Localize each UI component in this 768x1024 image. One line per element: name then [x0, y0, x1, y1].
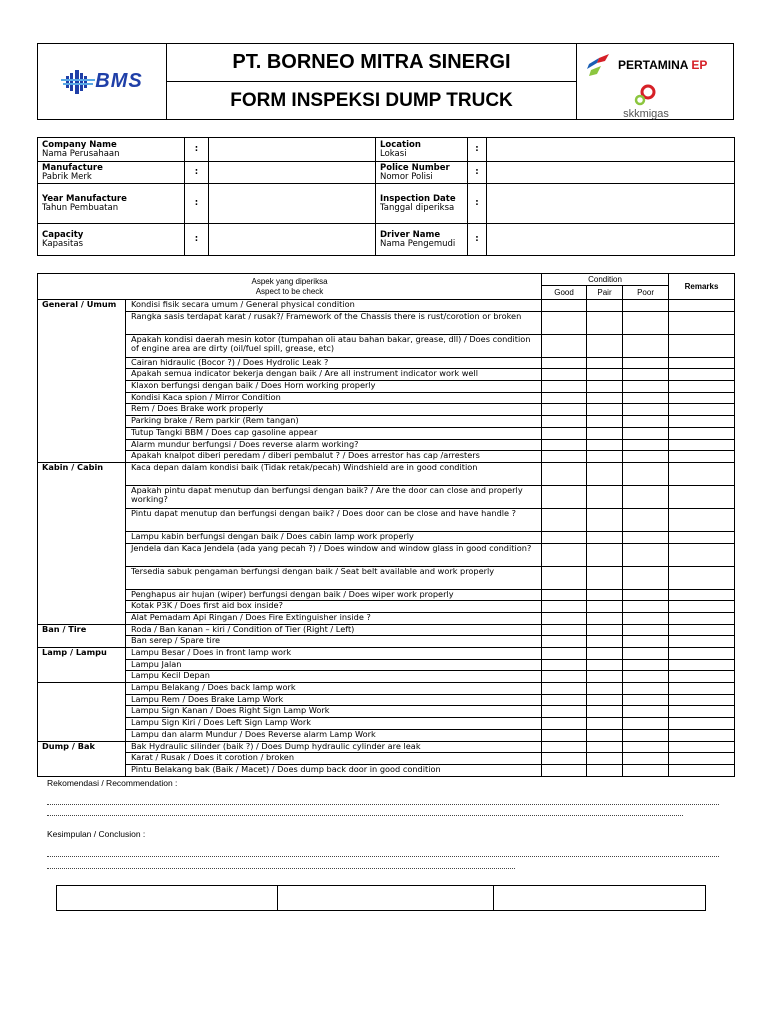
pair-checkbox[interactable]	[587, 462, 623, 485]
remarks-cell[interactable]	[669, 462, 735, 485]
poor-checkbox[interactable]	[623, 508, 669, 531]
info-colon: :	[185, 224, 209, 256]
info-right-label	[376, 184, 468, 224]
remarks-cell[interactable]	[669, 357, 735, 369]
poor-checkbox[interactable]	[623, 636, 669, 648]
checklist-item: Klaxon berfungsi dengan baik / Does Horn working properly	[126, 381, 542, 393]
pair-checkbox[interactable]	[587, 404, 623, 416]
pair-checkbox[interactable]	[587, 601, 623, 613]
info-left-label-id: Pabrik Merk	[42, 171, 92, 182]
company-title: PT. BORNEO MITRA SINERGI	[167, 44, 576, 82]
info-colon: :	[185, 138, 209, 162]
pair-checkbox[interactable]	[587, 381, 623, 393]
form-header	[37, 43, 734, 120]
checklist-item: Bak Hydraulic silinder (baik ?) / Does Dump hydraulic cylinder are leak	[126, 741, 542, 753]
remarks-header: Remarks	[669, 274, 735, 300]
pair-checkbox[interactable]	[587, 311, 623, 334]
pair-checkbox[interactable]	[587, 589, 623, 601]
poor-checkbox[interactable]	[623, 764, 669, 776]
checklist-row	[38, 392, 735, 404]
good-checkbox[interactable]	[542, 566, 587, 589]
checklist-row	[38, 334, 735, 357]
poor-checkbox[interactable]	[623, 624, 669, 636]
checklist-item: Lampu kabin berfungsi dengan baik / Does cabin lamp work properly	[126, 531, 542, 543]
info-right-label-id: Nama Pengemudi	[380, 238, 456, 249]
good-checkbox[interactable]	[542, 485, 587, 508]
pair-checkbox[interactable]	[587, 648, 623, 660]
good-checkbox[interactable]	[542, 729, 587, 741]
remarks-cell[interactable]	[669, 427, 735, 439]
pair-checkbox[interactable]	[587, 566, 623, 589]
checklist-category: Kabin / Cabin	[38, 462, 126, 624]
good-checkbox[interactable]	[542, 741, 587, 753]
aspect-header-id: Aspek yang diperiksa	[251, 277, 328, 287]
good-checkbox[interactable]	[542, 659, 587, 671]
checklist-item: Lampu Rem / Does Brake Lamp Work	[126, 694, 542, 706]
checklist-item: Kotak P3K / Does first aid box inside?	[126, 601, 542, 613]
skkmigas-text: skkmigas	[623, 108, 669, 120]
checklist-row	[38, 439, 735, 451]
poor-checkbox[interactable]	[623, 589, 669, 601]
remarks-cell[interactable]	[669, 764, 735, 776]
info-colon: :	[468, 138, 487, 162]
checklist-item: Alarm mundur berfungsi / Does reverse alarm working?	[126, 439, 542, 451]
checklist-row	[38, 404, 735, 416]
info-right-label-en: Inspection Date	[380, 193, 456, 204]
remarks-cell[interactable]	[669, 531, 735, 543]
pair-checkbox[interactable]	[587, 659, 623, 671]
info-right-value[interactable]	[487, 162, 735, 184]
pair-checkbox[interactable]	[587, 729, 623, 741]
pair-checkbox[interactable]	[587, 357, 623, 369]
pertamina-logo	[576, 44, 733, 119]
pair-checkbox[interactable]	[587, 531, 623, 543]
checklist-row	[38, 729, 735, 741]
good-checkbox[interactable]	[542, 636, 587, 648]
remarks-cell[interactable]	[669, 543, 735, 566]
info-right-label-en: Driver Name	[380, 229, 441, 240]
checklist-row	[38, 381, 735, 393]
info-left-value[interactable]	[209, 224, 376, 256]
info-left-label	[38, 224, 185, 256]
poor-checkbox[interactable]	[623, 451, 669, 463]
poor-header: Poor	[623, 286, 669, 300]
poor-checkbox[interactable]	[623, 531, 669, 543]
checklist-item: Lampu Jalan	[126, 659, 542, 671]
info-right-label-id: Tanggal diperiksa	[380, 202, 455, 213]
pair-checkbox[interactable]	[587, 369, 623, 381]
info-row	[38, 184, 735, 224]
pair-checkbox[interactable]	[587, 718, 623, 730]
info-left-label	[38, 162, 185, 184]
pair-checkbox[interactable]	[587, 439, 623, 451]
checklist-item: Apakah kondisi daerah mesin kotor (tumpahan oli atau bahan bakar, grease, dll) / Does condition of engine area are dirty (oil/fuel spill, grease, etc)	[126, 334, 542, 357]
info-row	[38, 224, 735, 256]
good-checkbox[interactable]	[542, 624, 587, 636]
pair-checkbox[interactable]	[587, 694, 623, 706]
pair-checkbox[interactable]	[587, 683, 623, 695]
good-checkbox[interactable]	[542, 311, 587, 334]
poor-checkbox[interactable]	[623, 718, 669, 730]
signature-boxes	[56, 885, 706, 911]
pair-checkbox[interactable]	[587, 741, 623, 753]
pair-checkbox[interactable]	[587, 485, 623, 508]
checklist-row	[38, 485, 735, 508]
info-left-label-en: Capacity	[42, 229, 84, 240]
good-checkbox[interactable]	[542, 683, 587, 695]
skkmigas-logo	[611, 84, 681, 120]
remarks-cell[interactable]	[669, 694, 735, 706]
info-left-label-en: Company Name	[42, 139, 117, 150]
good-checkbox[interactable]	[542, 381, 587, 393]
checklist-item: Apakah knalpot diberi peredam / diberi pembalut ? / Does arrestor has cap /arresters	[126, 451, 542, 463]
checklist-category: Ban / Tire	[38, 624, 126, 647]
aspect-header-en: Aspect to be check	[255, 286, 324, 296]
remarks-cell[interactable]	[669, 369, 735, 381]
signature-box-3[interactable]	[494, 886, 705, 910]
info-left-value[interactable]	[209, 162, 376, 184]
checklist-item: Karat / Rusak / Does it corotion / broken	[126, 753, 542, 765]
remarks-cell[interactable]	[669, 729, 735, 741]
checklist-item: Kondisi Kaca spion / Mirror Condition	[126, 392, 542, 404]
checklist-item: Apakah pintu dapat menutup dan berfungsi dengan baik? / Are the door can close and properly working?	[126, 485, 542, 508]
checklist-item: Kaca depan dalam kondisi baik (Tidak retak/pecah) Windshield are in good condition	[126, 462, 542, 485]
remarks-cell[interactable]	[669, 741, 735, 753]
poor-checkbox[interactable]	[623, 601, 669, 613]
checklist-row	[38, 566, 735, 589]
checklist-row	[38, 694, 735, 706]
checklist-item: Lampu Kecil Depan	[126, 671, 542, 683]
checklist-item: Tutup Tangki BBM / Does cap gasoline appear	[126, 427, 542, 439]
checklist-row	[38, 451, 735, 463]
remarks-cell[interactable]	[669, 392, 735, 404]
checklist-item: Lampu dan alarm Mundur / Does Reverse alarm Lamp Work	[126, 729, 542, 741]
recommendation-line-1[interactable]	[47, 804, 719, 805]
good-checkbox[interactable]	[542, 671, 587, 683]
checklist-row	[38, 369, 735, 381]
pair-checkbox[interactable]	[587, 334, 623, 357]
info-left-value[interactable]	[209, 138, 376, 162]
conclusion-label: Kesimpulan / Conclusion :	[47, 829, 146, 839]
checklist-row	[38, 357, 735, 369]
poor-checkbox[interactable]	[623, 706, 669, 718]
good-checkbox[interactable]	[542, 300, 587, 312]
checklist-row	[38, 543, 735, 566]
pair-header: Pair	[587, 286, 623, 300]
remarks-cell[interactable]	[669, 659, 735, 671]
remarks-cell[interactable]	[669, 300, 735, 312]
checklist-row	[38, 612, 735, 624]
pair-checkbox[interactable]	[587, 706, 623, 718]
checklist-row	[38, 718, 735, 730]
pair-checkbox[interactable]	[587, 612, 623, 624]
info-left-label	[38, 138, 185, 162]
info-right-label	[376, 224, 468, 256]
checklist-item: Pintu Belakang bak (Baik / Macet) / Does dump back door in good condition	[126, 764, 542, 776]
poor-checkbox[interactable]	[623, 612, 669, 624]
remarks-cell[interactable]	[669, 404, 735, 416]
good-checkbox[interactable]	[542, 753, 587, 765]
bms-logo-text: BMS	[95, 70, 143, 92]
poor-checkbox[interactable]	[623, 369, 669, 381]
remarks-cell[interactable]	[669, 311, 735, 334]
poor-checkbox[interactable]	[623, 381, 669, 393]
recommendation-line-2[interactable]	[47, 815, 683, 816]
good-checkbox[interactable]	[542, 334, 587, 357]
checklist-row	[38, 624, 735, 636]
recommendation-label: Rekomendasi / Recommendation :	[47, 778, 178, 788]
poor-checkbox[interactable]	[623, 694, 669, 706]
good-checkbox[interactable]	[542, 718, 587, 730]
form-title: FORM INSPEKSI DUMP TRUCK	[230, 89, 513, 111]
checklist-row	[38, 462, 735, 485]
info-row	[38, 138, 735, 162]
info-right-label	[376, 162, 468, 184]
checklist-category	[38, 683, 126, 741]
good-checkbox[interactable]	[542, 589, 587, 601]
checklist-item: Parking brake / Rem parkir (Rem tangan)	[126, 416, 542, 428]
pair-checkbox[interactable]	[587, 392, 623, 404]
remarks-cell[interactable]	[669, 706, 735, 718]
poor-checkbox[interactable]	[623, 300, 669, 312]
good-checkbox[interactable]	[542, 369, 587, 381]
poor-checkbox[interactable]	[623, 741, 669, 753]
checklist-row	[38, 741, 735, 753]
pair-checkbox[interactable]	[587, 636, 623, 648]
info-left-label-en: Year Manufacture	[42, 193, 127, 204]
pertamina-emblem-icon	[587, 54, 613, 76]
good-checkbox[interactable]	[542, 392, 587, 404]
poor-checkbox[interactable]	[623, 671, 669, 683]
good-checkbox[interactable]	[542, 404, 587, 416]
info-right-label-id: Nomor Polisi	[380, 171, 433, 182]
checklist-row	[38, 508, 735, 531]
poor-checkbox[interactable]	[623, 462, 669, 485]
good-checkbox[interactable]	[542, 439, 587, 451]
info-table	[37, 137, 735, 256]
good-checkbox[interactable]	[542, 706, 587, 718]
pertamina-ep-text: EP	[691, 58, 708, 72]
checklist-row	[38, 764, 735, 776]
remarks-cell[interactable]	[669, 718, 735, 730]
checklist-item: Rem / Does Brake work properly	[126, 404, 542, 416]
good-checkbox[interactable]	[542, 416, 587, 428]
remarks-cell[interactable]	[669, 416, 735, 428]
poor-checkbox[interactable]	[623, 729, 669, 741]
checklist-item: Lampu Belakang / Does back lamp work	[126, 683, 542, 695]
poor-checkbox[interactable]	[623, 543, 669, 566]
good-checkbox[interactable]	[542, 508, 587, 531]
info-left-label-id: Nama Perusahaan	[42, 148, 120, 159]
checklist-category: Lamp / Lampu	[38, 648, 126, 683]
pair-checkbox[interactable]	[587, 416, 623, 428]
poor-checkbox[interactable]	[623, 683, 669, 695]
checklist-row	[38, 636, 735, 648]
good-checkbox[interactable]	[542, 612, 587, 624]
good-checkbox[interactable]	[542, 531, 587, 543]
checklist-item: Lampu Besar / Does in front lamp work	[126, 648, 542, 660]
pertamina-text: PERTAMINA	[618, 58, 688, 72]
info-colon: :	[468, 162, 487, 184]
info-right-value[interactable]	[487, 224, 735, 256]
bms-logo	[38, 44, 167, 119]
checklist-item: Jendela dan Kaca Jendela (ada yang pecah ?) / Does window and window glass in good condition?	[126, 543, 542, 566]
conclusion-line-2[interactable]	[47, 868, 515, 869]
info-left-label-id: Tahun Pembuatan	[42, 202, 119, 213]
remarks-cell[interactable]	[669, 601, 735, 613]
checklist-row	[38, 416, 735, 428]
checklist-item: Alat Pemadam Api Ringan / Does Fire Extinguisher inside ?	[126, 612, 542, 624]
good-checkbox[interactable]	[542, 462, 587, 485]
remarks-cell[interactable]	[669, 381, 735, 393]
remarks-cell[interactable]	[669, 485, 735, 508]
info-left-label-id: Kapasitas	[42, 238, 83, 249]
remarks-cell[interactable]	[669, 589, 735, 601]
remarks-cell[interactable]	[669, 624, 735, 636]
checklist-row	[38, 589, 735, 601]
info-right-value[interactable]	[487, 184, 735, 224]
checklist-row	[38, 531, 735, 543]
poor-checkbox[interactable]	[623, 648, 669, 660]
checklist-category: General / Umum	[38, 300, 126, 463]
checklist-item: Ban serep / Spare tire	[126, 636, 542, 648]
good-checkbox[interactable]	[542, 764, 587, 776]
pair-checkbox[interactable]	[587, 624, 623, 636]
remarks-cell[interactable]	[669, 612, 735, 624]
checklist-item: Cairan hidraulic (Bocor ?) / Does Hydrolic Leak ?	[126, 357, 542, 369]
remarks-cell[interactable]	[669, 636, 735, 648]
condition-header: Condition	[542, 274, 669, 286]
info-colon: :	[185, 162, 209, 184]
checklist-row	[38, 601, 735, 613]
info-right-label	[376, 138, 468, 162]
checklist-row	[38, 311, 735, 334]
checklist-row	[38, 648, 735, 660]
good-checkbox[interactable]	[542, 601, 587, 613]
checklist-item: Lampu Sign Kiri / Does Left Sign Lamp Work	[126, 718, 542, 730]
checklist-row	[38, 659, 735, 671]
checklist-item: Lampu Sign Kanan / Does Right Sign Lamp Work	[126, 706, 542, 718]
remarks-cell[interactable]	[669, 334, 735, 357]
checklist-item: Roda / Ban kanan – kiri / Condition of Tier (Right / Left)	[126, 624, 542, 636]
checklist-row	[38, 300, 735, 312]
skkmigas-emblem-icon	[634, 84, 658, 106]
inspection-checklist	[37, 273, 735, 777]
poor-checkbox[interactable]	[623, 427, 669, 439]
poor-checkbox[interactable]	[623, 439, 669, 451]
remarks-cell[interactable]	[669, 451, 735, 463]
signature-box-1[interactable]	[57, 886, 278, 910]
poor-checkbox[interactable]	[623, 311, 669, 334]
checklist-item: Rangka sasis terdapat karat / rusak?/ Framework of the Chassis there is rust/corotion or broken	[126, 311, 542, 334]
poor-checkbox[interactable]	[623, 416, 669, 428]
poor-checkbox[interactable]	[623, 334, 669, 357]
info-colon: :	[468, 224, 487, 256]
remarks-cell[interactable]	[669, 753, 735, 765]
poor-checkbox[interactable]	[623, 392, 669, 404]
pair-checkbox[interactable]	[587, 300, 623, 312]
checklist-row	[38, 671, 735, 683]
remarks-cell[interactable]	[669, 566, 735, 589]
info-right-label-id: Lokasi	[380, 148, 407, 159]
bms-emblem-icon	[61, 68, 95, 96]
pair-checkbox[interactable]	[587, 451, 623, 463]
info-left-label-en: Manufacture	[42, 162, 103, 173]
info-left-label	[38, 184, 185, 224]
pair-checkbox[interactable]	[587, 764, 623, 776]
checklist-row	[38, 683, 735, 695]
remarks-cell[interactable]	[669, 683, 735, 695]
checklist-item: Apakah semua indicator bekerja dengan baik / Are all instrument indicator work well	[126, 369, 542, 381]
signature-box-2[interactable]	[278, 886, 494, 910]
remarks-cell[interactable]	[669, 671, 735, 683]
checklist-category: Dump / Bak	[38, 741, 126, 776]
info-colon: :	[468, 184, 487, 224]
poor-checkbox[interactable]	[623, 404, 669, 416]
checklist-row	[38, 753, 735, 765]
checklist-row	[38, 706, 735, 718]
good-checkbox[interactable]	[542, 451, 587, 463]
pair-checkbox[interactable]	[587, 543, 623, 566]
pair-checkbox[interactable]	[587, 508, 623, 531]
good-checkbox[interactable]	[542, 357, 587, 369]
poor-checkbox[interactable]	[623, 357, 669, 369]
conclusion-line-1[interactable]	[47, 856, 719, 857]
remarks-cell[interactable]	[669, 439, 735, 451]
poor-checkbox[interactable]	[623, 566, 669, 589]
info-right-label-en: Location	[380, 139, 421, 150]
info-right-label-en: Police Number	[380, 162, 450, 173]
checklist-item: Pintu dapat menutup dan berfungsi dengan baik? / Does door can be close and have handle ?	[126, 508, 542, 531]
good-checkbox[interactable]	[542, 694, 587, 706]
remarks-cell[interactable]	[669, 648, 735, 660]
checklist-item: Tersedia sabuk pengaman berfungsi dengan baik / Seat belt available and work properly	[126, 566, 542, 589]
info-left-value[interactable]	[209, 184, 376, 224]
checklist-item: Penghapus air hujan (wiper) berfungsi dengan baik / Does wiper work properly	[126, 589, 542, 601]
poor-checkbox[interactable]	[623, 659, 669, 671]
pair-checkbox[interactable]	[587, 753, 623, 765]
info-right-value[interactable]	[487, 138, 735, 162]
remarks-cell[interactable]	[669, 508, 735, 531]
pair-checkbox[interactable]	[587, 427, 623, 439]
checklist-item: Kondisi fisik secara umum / General physical condition	[126, 300, 542, 312]
info-row	[38, 162, 735, 184]
poor-checkbox[interactable]	[623, 753, 669, 765]
good-header: Good	[542, 286, 587, 300]
info-colon: :	[185, 184, 209, 224]
checklist-row	[38, 427, 735, 439]
pair-checkbox[interactable]	[587, 671, 623, 683]
poor-checkbox[interactable]	[623, 485, 669, 508]
aspect-header	[38, 274, 542, 300]
good-checkbox[interactable]	[542, 427, 587, 439]
good-checkbox[interactable]	[542, 648, 587, 660]
good-checkbox[interactable]	[542, 543, 587, 566]
